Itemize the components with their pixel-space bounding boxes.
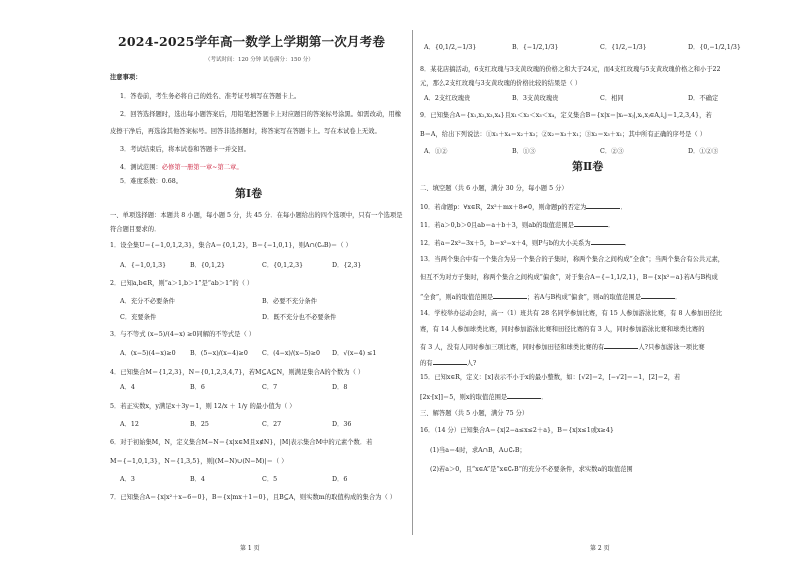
question-8-options [424,95,718,103]
q7-option-c[interactable]: C．{1/2,−1/3} [600,44,647,51]
question-11: 11．若a＞0,b＞0且ab＝a＋b＋3，则ab的取值范围是 ． [420,222,615,229]
note-1: 1．答卷前，考生务必将自己的姓名、准考证号填写在答题卡上。 [120,93,301,100]
note-2-cont: 皮擦干净后，再选涂其他答案标号。回答非选择题时，将答案写在答题卡上。写在本试卷上无效。 [110,128,381,135]
question-14-line4 [420,358,476,368]
question-16: 16．（14 分）已知集合A＝{x|2−a≤x≤2＋a}，B＝{x|x≤1或x≥4} [420,427,614,434]
q4-option-d[interactable]: D．8 [332,384,348,391]
solve-intro: 三、解答题（共 5 小题，满分 75 分） [420,410,529,417]
question-5: 5．若正实数x，y满足x＋3y＝1，则 12/x ＋ 1/y 的最小值为（ ） [110,403,296,410]
q1-option-c[interactable]: C．{0,1,2,3} [262,262,304,269]
q2-option-c[interactable]: C．充要条件 [120,314,157,321]
part1-title: 第Ⅰ卷 [235,187,263,200]
question-9-line2: B＝A，给出下列说法：①x₁＋x₄＝x₂＋x₃；②x₂＝x₃＋x₁；③x₂＝x₃＋x₁；其中所有正确的序号是（ ） [420,131,707,138]
question-13-text-b: ；若A与B构成“偏食”，则a的取值范围是 [527,294,641,301]
question-13-line2: 但互不为对方子集时，称两个集合之间构成“偏食”，对于集合A＝{−1,1/2,1}，B＝{x|x²＝a}若A与B构成 [420,274,718,281]
question-3: 3．与不等式 (x−5)/(4−x) ≥0同解的不等式是（ ） [110,331,256,338]
question-12-blank[interactable] [591,238,625,245]
exam-subtitle: （考试时间：120 分钟 试卷满分：150 分） [205,57,314,63]
question-6-options [120,476,347,484]
note-5: 5．难度系数：0.68。 [120,178,183,185]
question-2: 2．已知a,b∈R，则“a＞1,b＞1”是“ab＞1”的（ ） [110,280,254,287]
q8-option-d[interactable]: D．不确定 [688,95,719,102]
question-5-options [120,421,351,429]
q8-option-c[interactable]: C．相同 [600,95,624,102]
question-8-line1: 8．某花店搞活动，6支红玫瑰与3支黄玫瑰的价格之和大于24元，而4支红玫瑰与5支黄玫瑰价格之和小于22 [420,66,721,73]
q4-option-b[interactable]: B．6 [190,384,205,391]
q9-option-d[interactable]: D．①②③ [688,148,719,155]
question-7-options [424,44,741,52]
question-14-text-c: 的有 [420,360,433,367]
q6-option-d[interactable]: D．6 [332,476,348,483]
q5-option-d[interactable]: D．36 [332,421,352,428]
question-4-options [120,384,347,392]
q8-option-b[interactable]: B．3支黄玫瑰贵 [512,95,559,102]
q9-option-a[interactable]: A．①② [424,148,448,155]
q4-option-a[interactable]: A．4 [120,384,135,391]
question-10-blank[interactable] [586,202,620,209]
q1-option-d[interactable]: D．{2,3} [332,262,362,269]
exam-title: 2024-2025学年高一数学上学期第一次月考卷 [118,34,386,49]
question-15-line2: [2x·[x]]＝5，则x的取值范围是 ． [420,394,548,401]
q7-option-d[interactable]: D．{0,−1/2,1/3} [688,44,741,51]
question-14-blank-2[interactable] [433,358,467,365]
question-15-blank[interactable] [507,392,541,399]
question-6-line1: 6．对于初始集M，N，定义集合M−N＝{x|x∈M且x∉N}，|M|表示集合M中的元素个数．若 [110,439,373,446]
q3-option-a[interactable]: A．(x−5)(4−x)≥0 [120,350,176,357]
q6-option-b[interactable]: B．4 [190,476,205,483]
question-14-line3 [420,342,705,352]
q1-option-a[interactable]: A．{−1,0,1,3} [120,262,167,269]
question-14-blank-1[interactable] [604,342,638,349]
right-column [420,0,782,562]
q3-option-d[interactable]: D．√(x−4) ≤1 [332,350,377,357]
question-1: 1．设全集U＝{−1,0,1,2,3}，集合A＝{0,1,2}，B＝{−1,0,1}，则A∩(∁ᵤB)＝（ ） [110,242,352,249]
mc-intro-1: 一、单项选择题：本题共 8 小题，每小题 5 分，共 45 分．在每小题给出的四个选项中，只有一个选项是 [110,212,403,219]
q5-option-a[interactable]: A．12 [120,421,139,428]
question-13-text-a: “全食”，则a的取值范围是 [420,294,494,301]
note-2: 2．回答选择题时，选出每小题答案后，用铅笔把答题卡上对应题目的答案标号涂黑。如需改动，用橡 [120,111,402,118]
q7-option-b[interactable]: B．{−1/2,1/3} [512,44,559,51]
question-9-options [424,148,718,156]
q2-option-b[interactable]: B．必要不充分条件 [262,298,318,305]
question-14-text-b: 人?只参加游泳一项比赛 [638,344,705,351]
note-3: 3．考试结束后，将本试卷和答题卡一并交回。 [120,146,250,153]
question-2-options-row2 [120,314,336,322]
question-6-line2: M＝{−1,0,1,3}，N＝{1,3,5}，则|(M−N)∪(N−M)|＝（ ） [110,458,288,465]
page-footer-2: 第 2 页 [590,545,610,552]
q1-option-b[interactable]: B．{0,1,2} [190,262,225,269]
question-11-text: 11．若a＞0,b＞0且ab＝a＋b＋3，则ab的取值范围是 [420,222,574,229]
question-13-blank-2[interactable] [641,292,675,299]
question-13-line3: “全食”，则a的取值范围是 ；若A与B构成“偏食”，则a的取值范围是 ． [420,294,682,301]
q2-option-d[interactable]: D．既不充分也不必要条件 [262,314,337,321]
question-9-line1: 9．已知集合A＝{x₁,x₂,x₃,x₄}且x₁＜x₂＜x₃＜x₄，定义集合B＝{x|x＝|xᵢ−xⱼ|,xᵢ,xⱼ∈A,i,j＝1,2,3,4}，若 [420,112,712,119]
question-7: 7．已知集合A＝{x|x²＋x−6＝0}，B＝{x|mx＋1＝0}，且B⊆A，则实数m的取值构成的集合为（ ） [110,494,397,501]
scope-label: 4．测试范围： [120,164,162,171]
question-16-part2: (2)若a＞0，且“x∈A”是“x∈∁ᵣB”的充分不必要条件，求实数a的取值范围 [430,466,633,473]
page-footer-1: 第 1 页 [240,545,260,552]
q6-option-c[interactable]: C．5 [262,476,278,483]
question-14-text-a: 有 3 人，没有人同时参加三项比赛，同时参加田径和球类比赛的有 [420,344,605,351]
q3-option-c[interactable]: C．(4−x)/(x−5)≥0 [262,350,321,357]
question-13-line1: 13．当两个集合中有一个集合为另一个集合的子集时，称两个集合之间构成“全食”；当两个集合有公共元素， [420,256,725,263]
question-16-part1: (1)当a＝4时，求A∩B，A∪∁ᵣB； [430,447,526,454]
question-1-options [120,262,361,270]
mc-intro-2: 符合题目要求的． [110,226,161,233]
fill-intro: 二、填空题（共 6 小题，满分 30 分，每小题 5 分） [420,185,568,192]
question-3-options [120,350,376,358]
column-divider [412,30,413,535]
question-15-text: [2x·[x]]＝5，则x的取值范围是 [420,394,508,401]
q9-option-c[interactable]: C．②③ [600,148,624,155]
question-12: 12．若a＝2x²−3x＋5，b＝x²−x＋4，则P与b的大小关系为 ． [420,240,631,247]
question-10: 10．若命题p：∀x∈R，2x²＋mx＋8≠0，则命题p的否定为 ． [420,204,627,211]
q3-option-b[interactable]: B．(5−x)/(x−4)≥0 [190,350,248,357]
question-12-text: 12．若a＝2x²−3x＋5，b＝x²−x＋4，则P与b的大小关系为 [420,240,591,247]
part2-title: 第Ⅱ卷 [572,160,604,173]
notes-header: 注意事项： [110,74,142,81]
question-14-line1: 14．学校举办运动会时，高一（1）班共有 28 名同学参加比赛，有 15 人参加游泳比赛，有 8 人参加田径比 [420,310,723,317]
question-14-line2: 赛，有 14 人参加球类比赛，同时参加游泳比赛和田径比赛的有 3 人，同时参加游泳比赛和球类比赛的 [420,326,705,333]
question-13-blank-1[interactable] [493,292,527,299]
q9-option-b[interactable]: B．①③ [512,148,536,155]
left-column [110,0,405,562]
q5-option-b[interactable]: B．25 [190,421,209,428]
q4-option-c[interactable]: C．7 [262,384,278,391]
q2-option-a[interactable]: A．充分不必要条件 [120,298,175,305]
question-14-text-d: 人? [466,360,477,367]
q5-option-c[interactable]: C．27 [262,421,282,428]
question-15-line1: 15．已知x∈R，定义：[x]表示不小于x的最小整数，如：[√2]＝2，[−√2]＝−1，[2]＝2，若 [420,374,681,381]
question-8-line2: 元，那么2支红玫瑰与3支黄玫瑰的价格比较的结果是（ ） [420,80,582,87]
question-10-text: 10．若命题p：∀x∈R，2x²＋mx＋8≠0，则命题p的否定为 [420,204,587,211]
q6-option-a[interactable]: A．3 [120,476,135,483]
question-4: 4．已知集合M＝{1,2,3}，N＝{0,1,2,3,4,7}，若M⊆A⊆N，则满足集合A的个数为（ ） [110,369,365,376]
q7-option-a[interactable]: A．{0,1/2,−1/3} [424,44,477,51]
q8-option-a[interactable]: A．2支红玫瑰贵 [424,95,471,102]
question-11-blank[interactable] [574,220,608,227]
note-4 [120,164,243,172]
scope-value: 必修第一册第一章~第二章。 [161,164,243,171]
question-2-options-row1 [120,298,317,306]
